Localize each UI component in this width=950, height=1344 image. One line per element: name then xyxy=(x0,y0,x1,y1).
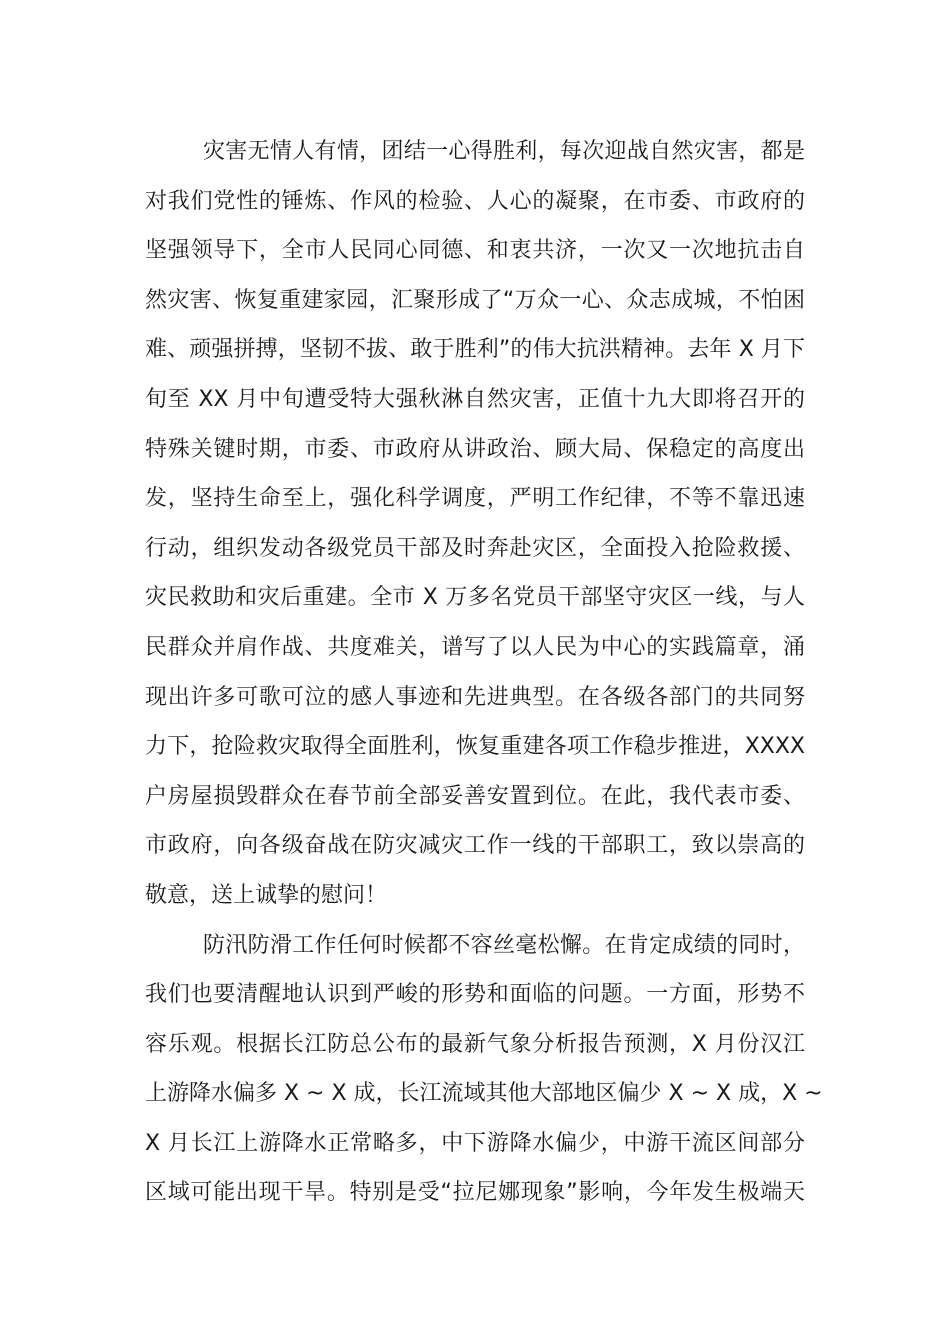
paragraph-1-line-3: 坚强领导下，全市人民同心同德、和衷共济，一次又一次地抗击自 xyxy=(145,238,805,264)
paragraph-2-line-3: 容乐观。根据长江防总公布的最新气象分析报告预测，X 月份汉江 xyxy=(145,1031,805,1057)
paragraph-2-line-4: 上游降水偏多 X ~ X 成，长江流域其他大部地区偏少 X ~ X 成，X ~ xyxy=(145,1081,823,1107)
paragraph-1-line-8: 发，坚持生命至上，强化科学调度，严明工作纪律，不等不靠迅速 xyxy=(145,486,805,512)
paragraph-1-line-16: 敬意，送上诚挚的慰问！ xyxy=(145,882,388,908)
paragraph-2-line-2: 我们也要清醒地认识到严峻的形势和面临的问题。一方面，形势不 xyxy=(145,982,805,1008)
paragraph-1-line-1: 灾害无情人有情，团结一心得胜利，每次迎战自然灾害，都是 xyxy=(203,139,805,164)
paragraph-1-line-6: 旬至 XX 月中旬遭受特大强秋淋自然灾害，正值十九大即将召开的 xyxy=(145,386,805,412)
paragraph-1-line-10: 灾民救助和灾后重建。全市 X 万多名党员干部坚守灾区一线，与人 xyxy=(145,585,805,611)
body-text xyxy=(145,127,823,1218)
paragraph-1-line-13: 力下，抢险救灾取得全面胜利，恢复重建各项工作稳步推进，XXXX xyxy=(145,734,805,760)
paragraph-1-line-5: 难、顽强拼搏，坚韧不拔、敢于胜利”的伟大抗洪精神。去年 X 月下 xyxy=(145,337,805,363)
paragraph-1-line-7: 特殊关键时期，市委、市政府从讲政治、顾大局、保稳定的高度出 xyxy=(145,436,805,462)
paragraph-1-line-15: 市政府，向各级奋战在防灾减灾工作一线的干部职工，致以崇高的 xyxy=(145,833,805,859)
paragraph-1-line-14: 户房屋损毁群众在春节前全部妥善安置到位。在此，我代表市委、 xyxy=(145,783,805,809)
paragraph-2-line-5: X 月长江上游降水正常略多，中下游降水偏少，中游干流区间部分 xyxy=(145,1130,805,1156)
paragraph-1-line-2: 对我们党性的锤炼、作风的检验、人心的凝聚，在市委、市政府的 xyxy=(145,188,805,214)
paragraph-2-line-1: 防汛防滑工作任何时候都不容丝毫松懈。在肯定成绩的同时， xyxy=(203,932,805,958)
paragraph-1-line-11: 民群众并肩作战、共度难关，谱写了以人民为中心的实践篇章，涌 xyxy=(145,634,805,660)
paragraph-1-line-12: 现出许多可歌可泣的感人事迹和先进典型。在各级各部门的共同努 xyxy=(145,684,805,710)
paragraph-1-line-9: 行动，组织发动各级党员干部及时奔赴灾区，全面投入抢险救援、 xyxy=(145,535,805,561)
paragraph-1-line-4: 然灾害、恢复重建家园，汇聚形成了“万众一心、众志成城，不怕困 xyxy=(145,287,805,313)
paragraph-2-line-6: 区域可能出现干旱。特别是受“拉尼娜现象”影响，今年发生极端天 xyxy=(145,1180,805,1206)
